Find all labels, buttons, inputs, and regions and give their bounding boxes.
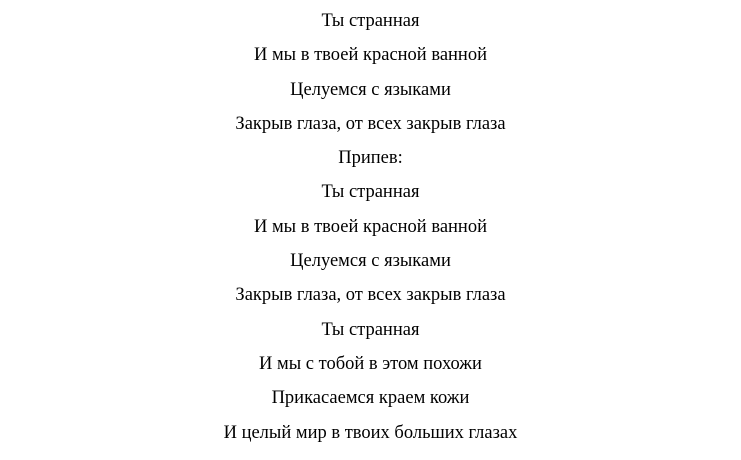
lyrics-text bbox=[0, 7, 741, 453]
lyrics-line: Ты странная bbox=[321, 11, 420, 31]
lyrics-line: Закрыв глаза, от всех закрыв глаза bbox=[235, 285, 506, 306]
lyrics-line: Целуемся с языками bbox=[290, 251, 451, 272]
lyrics-line: И мы в твоей красной ванной bbox=[253, 216, 487, 237]
lyrics-line: И мы в твоей красной ванной bbox=[253, 45, 487, 66]
lyrics-line: Прикасаемся краем кожи bbox=[271, 388, 470, 409]
lyrics-line: И мы с тобой в этом похожи bbox=[259, 353, 482, 374]
lyrics-line: Ты странная bbox=[321, 319, 420, 340]
lyrics-line: И целый мир в твоих больших глазах bbox=[223, 422, 518, 443]
lyrics-line: Закрыв глаза, от всех закрыв глаза bbox=[235, 113, 506, 134]
chorus-heading: Припев: bbox=[338, 148, 403, 169]
lyrics-line: Ты странная bbox=[321, 182, 420, 203]
lyrics-line: Целуемся с языками bbox=[290, 79, 451, 100]
